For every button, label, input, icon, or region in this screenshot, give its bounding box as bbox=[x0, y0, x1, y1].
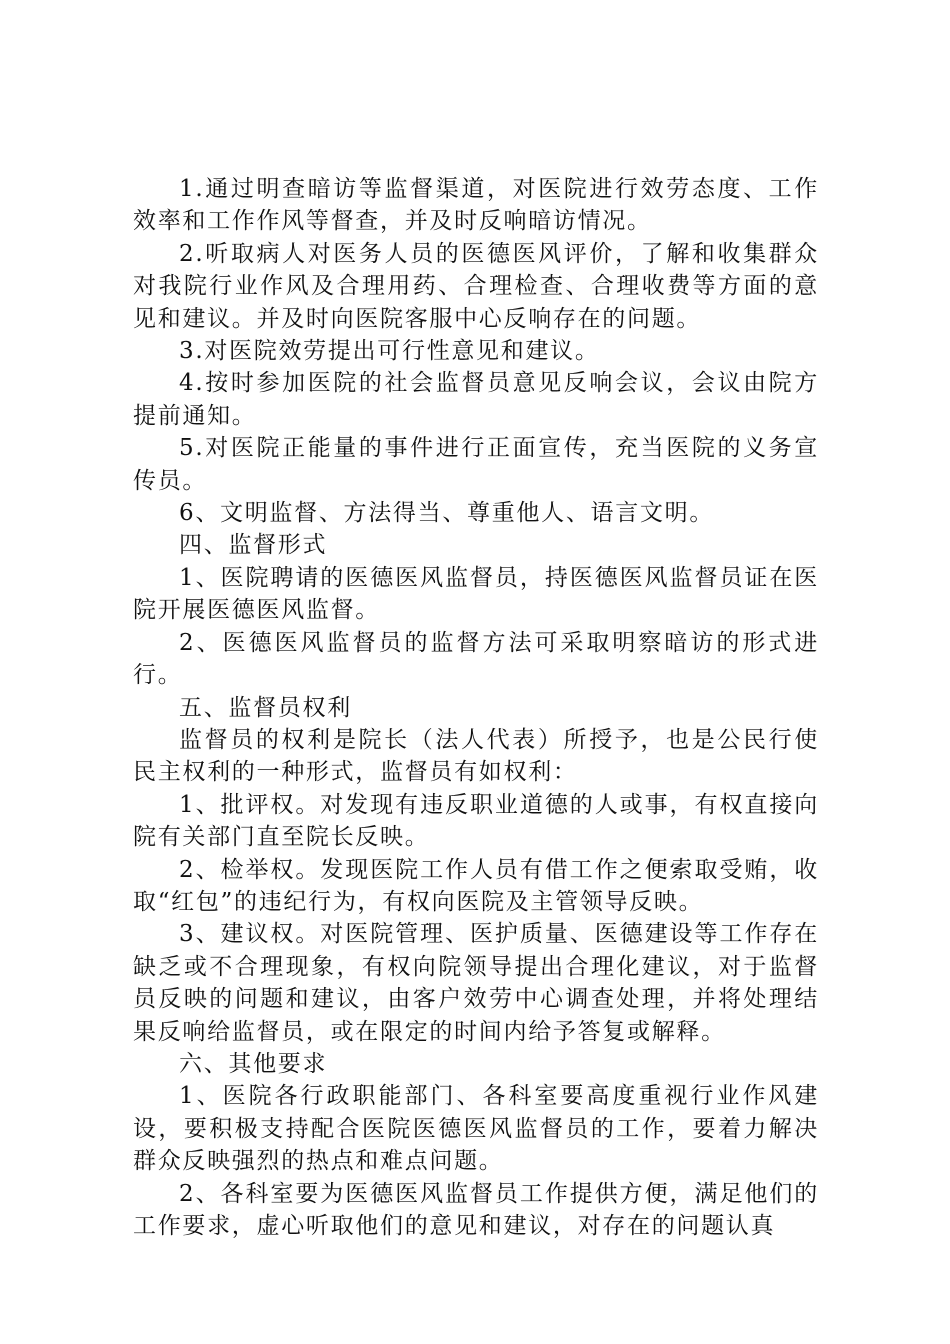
document-body bbox=[133, 173, 819, 1242]
paragraph-duty-3: 3.对医院效劳提出可行性意见和建议。 bbox=[179, 338, 600, 365]
paragraph-requirement-2: 2、各科室要为医德医风监督员工作提供方便，满足他们的工作要求，虚心听取他们的意见和建议，对存在的问题认真 bbox=[133, 1180, 819, 1239]
paragraph-rights-intro: 监督员的权利是院长（法人代表）所授予，也是公民行使民主权利的一种形式，监督员有如权利： bbox=[133, 726, 819, 786]
section-heading-supervisor-rights: 五、监督员权利 bbox=[179, 694, 352, 721]
section-heading-supervision-form: 四、监督形式 bbox=[179, 532, 328, 559]
paragraph-right-criticism: 1、批评权。对发现有违反职业道德的人或事，有权直接向院有关部门直至院长反映。 bbox=[133, 791, 819, 851]
paragraph-duty-1: 1.通过明查暗访等监督渠道，对医院进行效劳态度、工作效率和工作作风等督查，并及时反响暗访情况。 bbox=[133, 176, 819, 235]
paragraph-requirement-1: 1、医院各行政职能部门、各科室要高度重视行业作风建设，要积极支持配合医院医德医风监督员的工作，要着力解决群众反映强烈的热点和难点问题。 bbox=[133, 1083, 819, 1175]
paragraph-duty-4: 4.按时参加医院的社会监督员意见反响会议，会议由院方提前通知。 bbox=[133, 370, 819, 429]
section-heading-other-requirements: 六、其他要求 bbox=[179, 1050, 328, 1077]
paragraph-form-1: 1、医院聘请的医德医风监督员，持医德医风监督员证在医院开展医德医风监督。 bbox=[133, 564, 819, 624]
paragraph-duty-6: 6、文明监督、方法得当、尊重他人、语言文明。 bbox=[179, 500, 715, 527]
paragraph-duty-2: 2.听取病人对医务人员的医德医风评价，了解和收集群众对我院行业作风及合理用药、合理检查、合理收费等方面的意见和建议。并及时向医院客服中心反响存在的问题。 bbox=[133, 240, 819, 332]
paragraph-duty-5: 5.对医院正能量的事件进行正面宣传，充当医院的义务宣传员。 bbox=[133, 435, 819, 494]
paragraph-right-report: 2、检举权。发现医院工作人员有借工作之便索取受贿，收取“红包”的违纪行为，有权向医院及主管领导反映。 bbox=[133, 856, 819, 915]
paragraph-right-suggestion: 3、建议权。对医院管理、医护质量、医德建设等工作存在缺乏或不合理现象，有权向院领导提出合理化建议，对于监督员反映的问题和建议，由客户效劳中心调查处理，并将处理结果反响给监督员，或在限定的时间内给予答复或解释。 bbox=[133, 921, 819, 1045]
paragraph-form-2: 2、医德医风监督员的监督方法可采取明察暗访的形式进行。 bbox=[133, 629, 819, 689]
